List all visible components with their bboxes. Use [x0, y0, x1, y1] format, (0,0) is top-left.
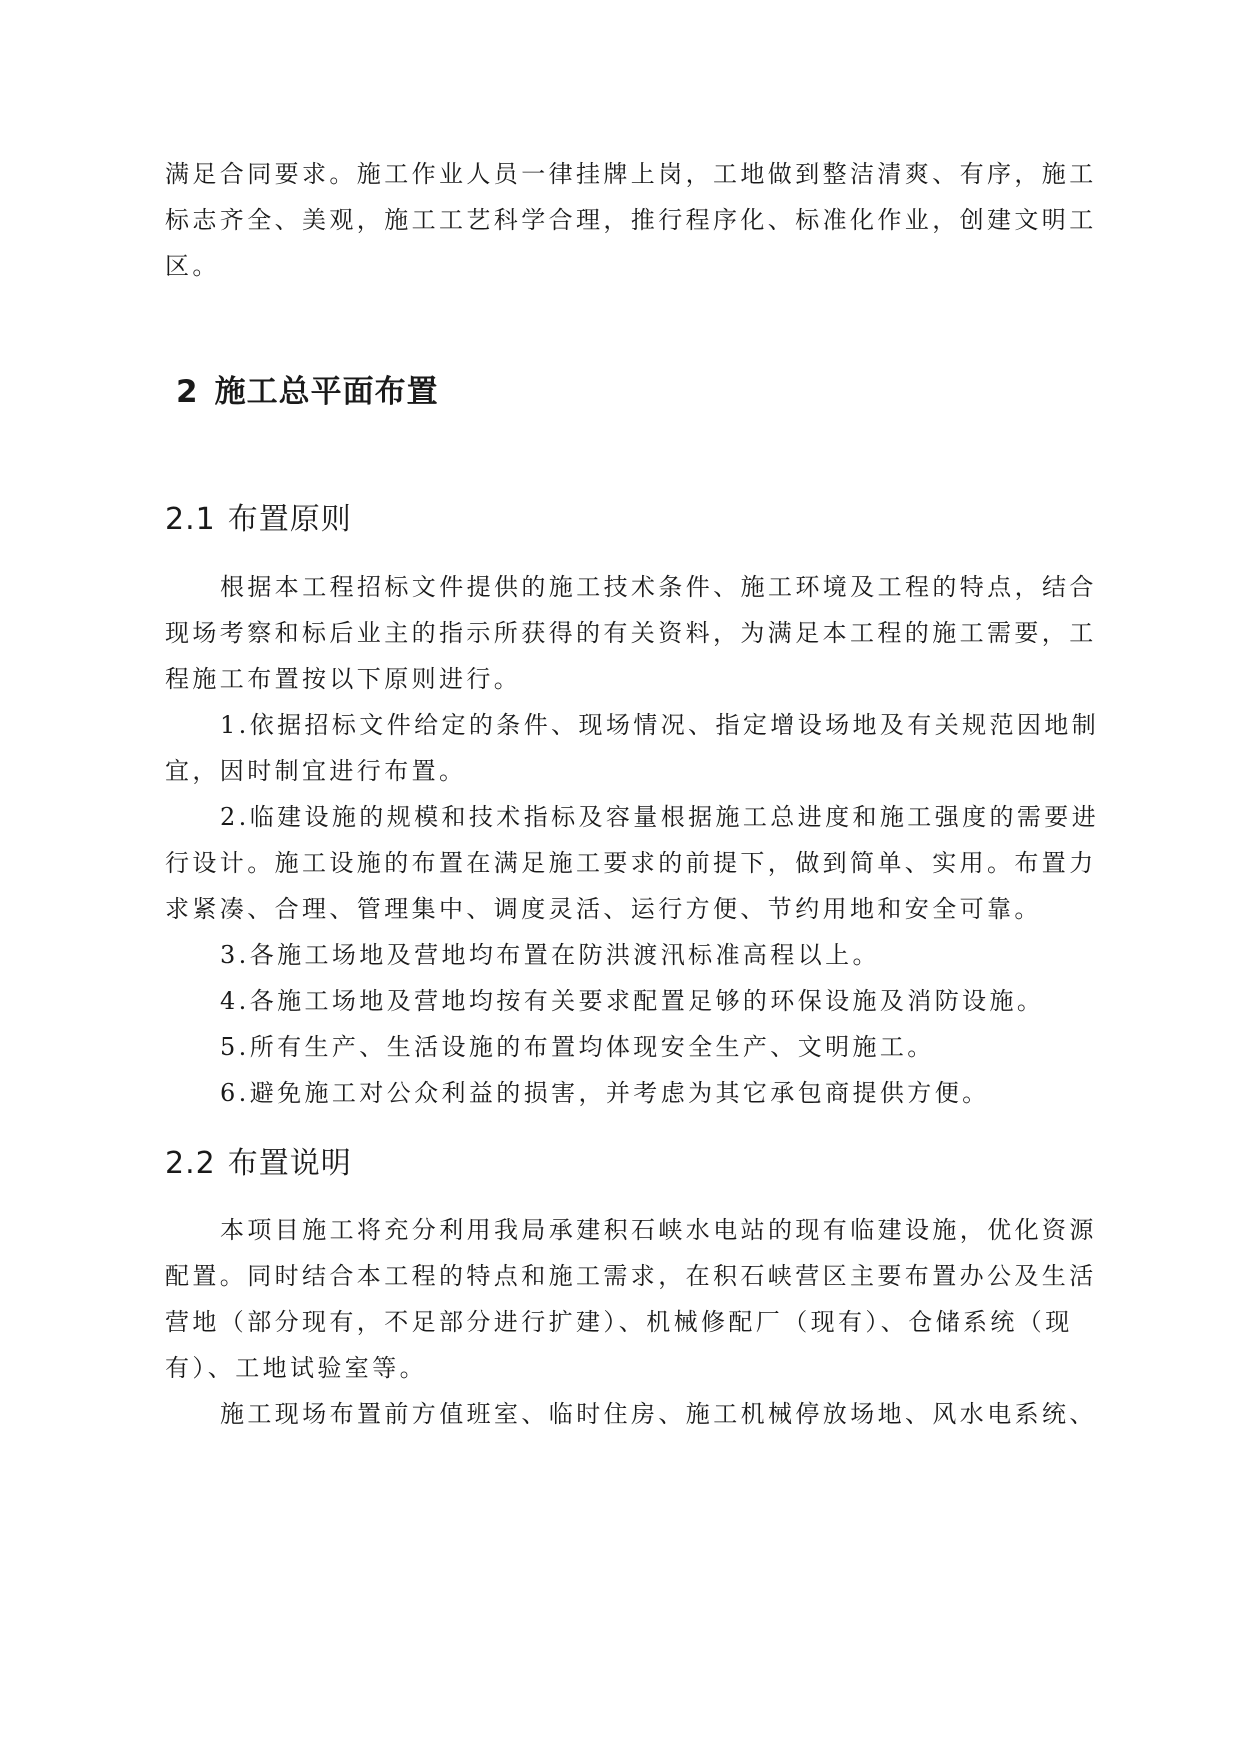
list-item: 6.避免施工对公众利益的损害，并考虑为其它承包商提供方便。	[220, 1079, 990, 1107]
subsection-number: 2.2	[165, 1146, 216, 1181]
paragraph-line: 满足合同要求。施工作业人员一律挂牌上岗，工地做到整洁清爽、有序，施工	[165, 160, 1097, 188]
list-item: 3.各施工场地及营地均布置在防洪渡汛标准高程以上。	[220, 941, 880, 969]
subsection-heading	[165, 1144, 352, 1184]
list-item-continuation: 行设计。施工设施的布置在满足施工要求的前提下，做到简单、实用。布置力	[165, 849, 1097, 877]
list-item: 5.所有生产、生活设施的布置均体现安全生产、文明施工。	[220, 1033, 935, 1061]
section-title: 施工总平面布置	[214, 374, 439, 410]
paragraph-line: 程施工布置按以下原则进行。	[165, 665, 522, 693]
paragraph-line: 根据本工程招标文件提供的施工技术条件、施工环境及工程的特点，结合	[220, 573, 1097, 601]
section-number: 2	[176, 374, 199, 410]
list-item: 4.各施工场地及营地均按有关要求配置足够的环保设施及消防设施。	[220, 987, 1045, 1015]
subsection-title: 布置原则	[227, 502, 352, 537]
paragraph-line: 施工现场布置前方值班室、临时住房、施工机械停放场地、风水电系统、	[220, 1400, 1097, 1428]
paragraph-line: 现场考察和标后业主的指示所获得的有关资料，为满足本工程的施工需要，工	[165, 619, 1097, 647]
subsection-heading	[165, 500, 352, 540]
list-item-continuation: 求紧凑、合理、管理集中、调度灵活、运行方便、节约用地和安全可靠。	[165, 895, 1042, 923]
paragraph-line: 营地（部分现有，不足部分进行扩建）、机械修配厂（现有）、仓储系统（现	[165, 1308, 1073, 1336]
paragraph-line: 区。	[165, 252, 220, 280]
paragraph-line: 有）、工地试验室等。	[165, 1354, 427, 1382]
subsection-title: 布置说明	[227, 1146, 352, 1181]
section-heading	[176, 372, 439, 412]
list-item: 1.依据招标文件给定的条件、现场情况、指定增设场地及有关规范因地制	[220, 711, 1100, 739]
list-item: 2.临建设施的规模和技术指标及容量根据施工总进度和施工强度的需要进	[220, 803, 1100, 831]
list-item-continuation: 宜，因时制宜进行布置。	[165, 757, 467, 785]
subsection-number: 2.1	[165, 502, 216, 537]
paragraph-line: 配置。同时结合本工程的特点和施工需求，在积石峡营区主要布置办公及生活	[165, 1262, 1097, 1290]
paragraph-line: 本项目施工将充分利用我局承建积石峡水电站的现有临建设施，优化资源	[220, 1216, 1097, 1244]
paragraph-line: 标志齐全、美观，施工工艺科学合理，推行程序化、标准化作业，创建文明工	[165, 206, 1097, 234]
